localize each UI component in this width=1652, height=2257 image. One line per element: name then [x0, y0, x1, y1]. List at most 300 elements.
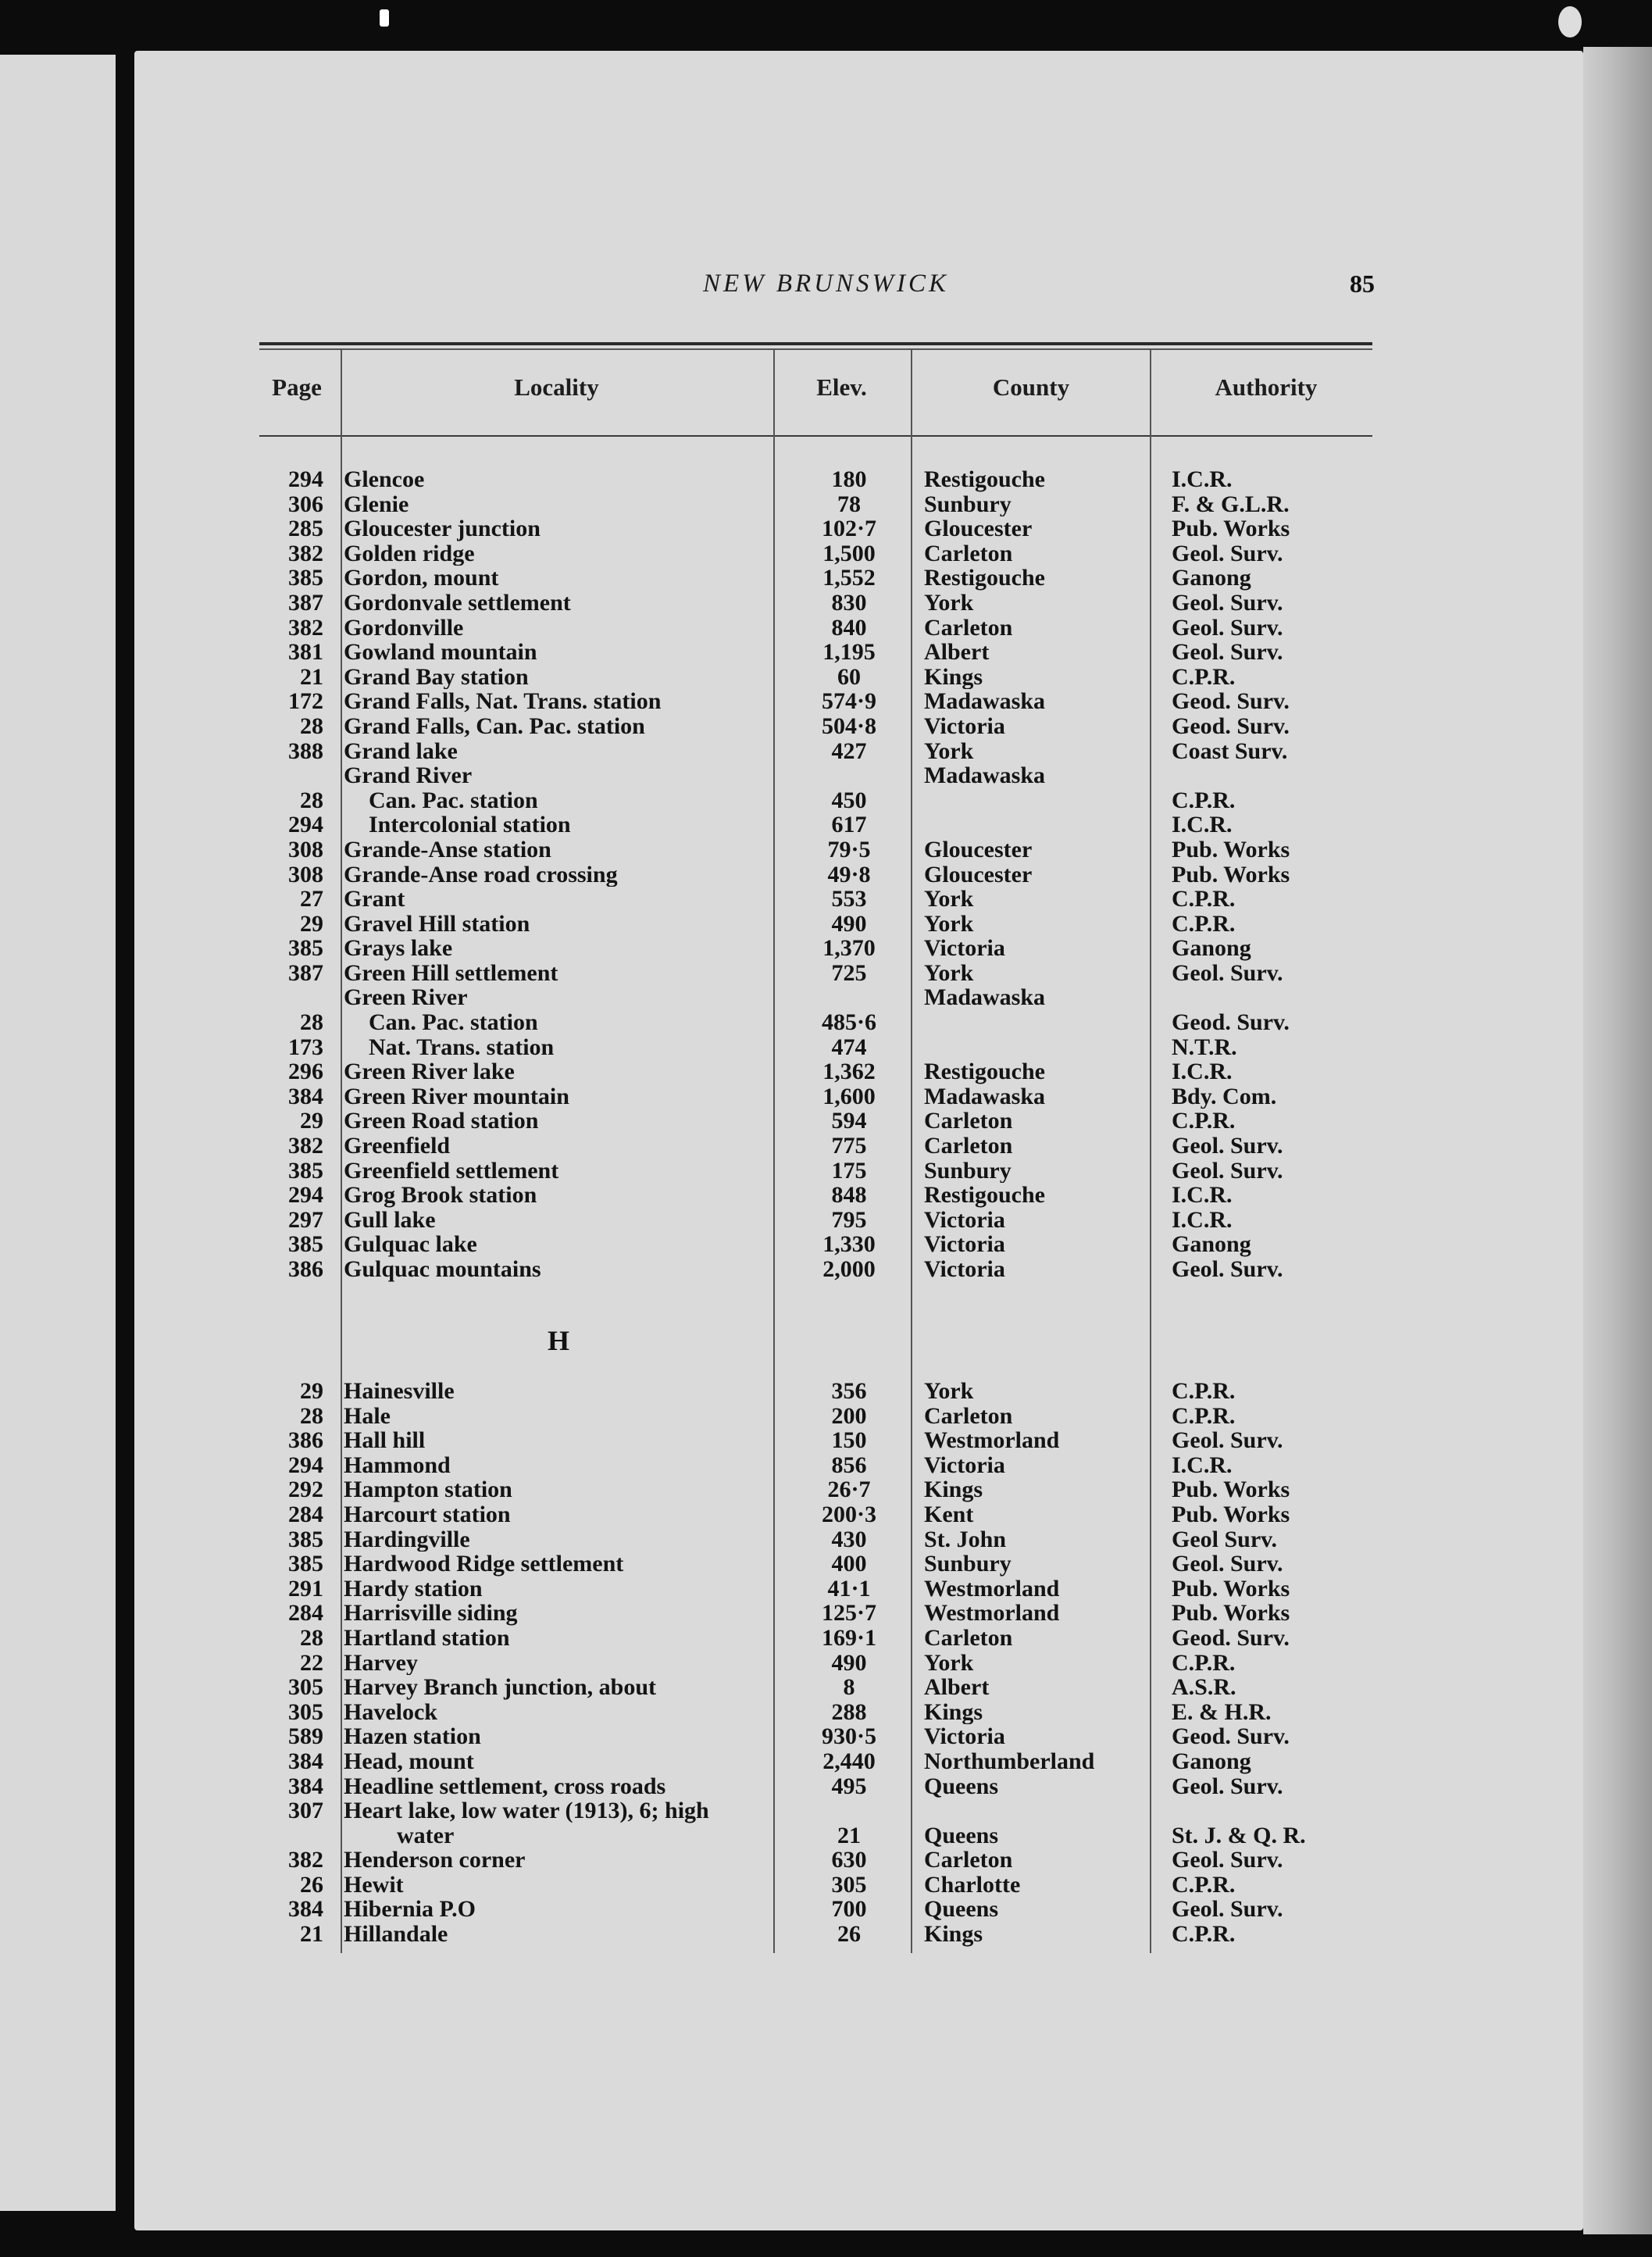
- row-authority: Geol. Surv.: [1172, 1158, 1283, 1184]
- row-locality: Grand lake: [344, 738, 458, 764]
- row-locality: Gordonvale settlement: [344, 590, 571, 616]
- row-page: 22: [300, 1650, 323, 1676]
- table-row: [0, 1552, 1652, 1577]
- row-county: Westmorland: [924, 1428, 1060, 1453]
- row-elevation: 1,600: [822, 1084, 876, 1109]
- row-authority: I.C.R.: [1172, 1452, 1233, 1478]
- row-authority: C.P.R.: [1172, 1872, 1236, 1898]
- row-elevation: 169·1: [821, 1625, 876, 1651]
- table-row: [0, 640, 1652, 665]
- table-row: [0, 541, 1652, 566]
- row-county: Carleton: [924, 1109, 1013, 1134]
- row-authority: C.P.R.: [1172, 1379, 1236, 1404]
- row-locality: Green River: [344, 985, 468, 1011]
- row-authority: Ganong: [1172, 936, 1251, 961]
- row-elevation: 125·7: [821, 1601, 876, 1626]
- table-row: [0, 492, 1652, 517]
- row-elevation: 795: [831, 1207, 867, 1233]
- row-locality: Hartland station: [344, 1625, 510, 1651]
- row-elevation: 2,000: [822, 1257, 876, 1282]
- row-county: Victoria: [924, 713, 1005, 739]
- table-row: [0, 665, 1652, 690]
- table-row: [0, 1749, 1652, 1774]
- row-elevation: 78: [837, 491, 861, 517]
- row-locality: Can. Pac. station: [369, 1010, 538, 1035]
- row-elevation: 427: [831, 738, 867, 764]
- table-row: [0, 1873, 1652, 1898]
- row-page: 294: [288, 1452, 323, 1478]
- row-county: Carleton: [924, 541, 1013, 566]
- table-row: [0, 1601, 1652, 1626]
- row-locality: Green Road station: [344, 1109, 539, 1134]
- row-locality: Hillandale: [344, 1922, 448, 1947]
- row-county: York: [924, 1650, 974, 1676]
- row-authority: A.S.R.: [1172, 1675, 1236, 1700]
- table-row: [0, 1379, 1652, 1404]
- row-page: 29: [300, 1379, 323, 1404]
- row-locality: Gulquac mountains: [344, 1257, 541, 1282]
- row-county: Queens: [924, 1897, 999, 1923]
- table-row: [0, 985, 1652, 1010]
- row-authority: F. & G.L.R.: [1172, 491, 1290, 517]
- row-page: 21: [300, 664, 323, 690]
- table-row: [0, 1010, 1652, 1035]
- row-county: York: [924, 590, 974, 616]
- row-authority: Pub. Works: [1172, 1502, 1290, 1527]
- row-elevation: 856: [831, 1452, 867, 1478]
- row-county: Gloucester: [924, 862, 1033, 887]
- row-county: Sunbury: [924, 1158, 1012, 1184]
- row-county: Kings: [924, 664, 983, 690]
- row-authority: C.P.R.: [1172, 1403, 1236, 1429]
- row-elevation: 1,195: [822, 640, 876, 665]
- row-elevation: 180: [831, 467, 867, 492]
- table-row: [0, 1922, 1652, 1947]
- table-row: [0, 1109, 1652, 1134]
- row-elevation: 21: [837, 1823, 861, 1848]
- row-locality: Henderson corner: [344, 1848, 526, 1873]
- row-elevation: 495: [831, 1773, 867, 1799]
- table-body-h: [0, 1379, 1652, 1947]
- row-page: 382: [288, 1134, 323, 1159]
- row-page: 294: [288, 1183, 323, 1208]
- row-authority: I.C.R.: [1172, 467, 1233, 492]
- table-row: [0, 1577, 1652, 1602]
- row-authority: Geol. Surv.: [1172, 615, 1283, 641]
- row-elevation: 574·9: [821, 689, 876, 714]
- row-authority: Geol. Surv.: [1172, 541, 1283, 566]
- row-elevation: 102·7: [821, 516, 876, 541]
- table-row: [0, 616, 1652, 641]
- table-row: [0, 1257, 1652, 1282]
- row-page: 294: [288, 467, 323, 492]
- row-county: Gloucester: [924, 837, 1033, 862]
- table-row: [0, 1059, 1652, 1084]
- row-page: 382: [288, 615, 323, 641]
- row-authority: I.C.R.: [1172, 1207, 1233, 1233]
- row-page: 385: [288, 1232, 323, 1257]
- column-header-county: County: [992, 373, 1070, 401]
- row-authority: Geol. Surv.: [1172, 1552, 1283, 1577]
- row-page: 305: [288, 1675, 323, 1700]
- scan-speck: [380, 9, 389, 27]
- page-number: 85: [1350, 270, 1375, 298]
- table-row: [0, 1823, 1652, 1848]
- row-locality: Grand River: [344, 763, 473, 788]
- row-locality: Harvey Branch junction, about: [344, 1675, 657, 1700]
- row-authority: E. & H.R.: [1172, 1699, 1272, 1725]
- row-page: 384: [288, 1748, 323, 1774]
- row-authority: I.C.R.: [1172, 1059, 1233, 1084]
- row-locality: Grays lake: [344, 936, 453, 961]
- row-page: 28: [300, 787, 323, 813]
- row-locality: Hale: [344, 1403, 391, 1429]
- table-row: [0, 1502, 1652, 1527]
- row-locality: Gordon, mount: [344, 566, 499, 591]
- row-elevation: 594: [831, 1109, 867, 1134]
- row-page: 384: [288, 1084, 323, 1109]
- row-page: 28: [300, 1625, 323, 1651]
- row-county: Gloucester: [924, 516, 1033, 541]
- table-row: [0, 887, 1652, 912]
- header-rule: [259, 435, 1372, 437]
- row-page: 284: [288, 1601, 323, 1626]
- row-page: 388: [288, 738, 323, 764]
- row-authority: Geol. Surv.: [1172, 590, 1283, 616]
- row-locality: Gowland mountain: [344, 640, 537, 665]
- row-elevation: 200: [831, 1403, 867, 1429]
- row-authority: Geod. Surv.: [1172, 713, 1290, 739]
- column-header-locality: Locality: [514, 373, 599, 401]
- column-header-authority: Authority: [1215, 373, 1318, 401]
- table-row: [0, 591, 1652, 616]
- row-county: York: [924, 911, 974, 937]
- row-elevation: 1,330: [822, 1232, 876, 1257]
- row-locality: Hardy station: [344, 1576, 483, 1602]
- table-row: [0, 1404, 1652, 1429]
- row-locality: Harcourt station: [344, 1502, 511, 1527]
- row-page: 297: [288, 1207, 323, 1233]
- row-page: 307: [288, 1798, 323, 1823]
- row-authority: Geol. Surv.: [1172, 640, 1283, 665]
- row-page: 28: [300, 1010, 323, 1035]
- row-county: Sunbury: [924, 1552, 1012, 1577]
- row-county: York: [924, 960, 974, 986]
- row-locality: Harrisville siding: [344, 1601, 518, 1626]
- table-row: [0, 1183, 1652, 1208]
- table-row: [0, 763, 1652, 788]
- row-locality: Grog Brook station: [344, 1183, 537, 1208]
- row-locality: Gulquac lake: [344, 1232, 477, 1257]
- row-page: 382: [288, 1848, 323, 1873]
- row-locality: Hewit: [344, 1872, 404, 1898]
- row-locality: Glencoe: [344, 467, 425, 492]
- row-locality: Hainesville: [344, 1379, 455, 1404]
- row-authority: Geod. Surv.: [1172, 1724, 1290, 1749]
- row-locality: Hampton station: [344, 1477, 512, 1502]
- row-elevation: 288: [831, 1699, 867, 1725]
- table-row: [0, 566, 1652, 591]
- row-page: 172: [288, 689, 323, 714]
- row-elevation: 8: [843, 1675, 855, 1700]
- row-locality: Green River mountain: [344, 1084, 569, 1109]
- table-row: [0, 1453, 1652, 1478]
- row-page: 385: [288, 566, 323, 591]
- column-header-page: Page: [272, 373, 322, 401]
- table-row: [0, 1798, 1652, 1823]
- table-row: [0, 1035, 1652, 1060]
- table-row: [0, 714, 1652, 739]
- table-top-rule-thin: [259, 348, 1372, 350]
- row-elevation: 175: [831, 1158, 867, 1184]
- row-locality: Green Hill settlement: [344, 960, 558, 986]
- row-county: Madawaska: [924, 763, 1046, 788]
- table-top-rule: [259, 342, 1372, 345]
- row-locality: Grande-Anse station: [344, 837, 551, 862]
- table-row: [0, 1724, 1652, 1749]
- row-authority: C.P.R.: [1172, 911, 1236, 937]
- row-page: 386: [288, 1257, 323, 1282]
- row-county: Charlotte: [924, 1872, 1021, 1898]
- row-locality: Nat. Trans. station: [369, 1034, 555, 1060]
- row-authority: Geol. Surv.: [1172, 960, 1283, 986]
- row-locality: Gull lake: [344, 1207, 436, 1233]
- section-letter-h: H: [547, 1325, 569, 1356]
- table-row: [0, 936, 1652, 961]
- scan-speck: [1558, 6, 1582, 37]
- row-locality: Intercolonial station: [369, 812, 571, 837]
- row-locality: Head, mount: [344, 1748, 474, 1774]
- row-elevation: 1,552: [822, 566, 876, 591]
- table-row: [0, 1159, 1652, 1184]
- row-county: Restigouche: [924, 1183, 1045, 1208]
- table-row: [0, 1897, 1652, 1922]
- table-row: [0, 1208, 1652, 1233]
- table-row: [0, 961, 1652, 986]
- row-county: Victoria: [924, 1257, 1005, 1282]
- row-county: Northumberland: [924, 1748, 1095, 1774]
- row-page: 21: [300, 1922, 323, 1947]
- row-elevation: 450: [831, 787, 867, 813]
- row-county: Queens: [924, 1823, 999, 1848]
- row-page: 292: [288, 1477, 323, 1502]
- row-elevation: 400: [831, 1552, 867, 1577]
- row-locality: Hibernia P.O: [344, 1897, 476, 1923]
- row-elevation: 830: [831, 590, 867, 616]
- row-elevation: 26: [837, 1922, 861, 1947]
- row-authority: Geod. Surv.: [1172, 689, 1290, 714]
- row-page: 381: [288, 640, 323, 665]
- row-elevation: 356: [831, 1379, 867, 1404]
- row-authority: Geol. Surv.: [1172, 1257, 1283, 1282]
- row-locality: Grande-Anse road crossing: [344, 862, 618, 887]
- row-county: Kings: [924, 1477, 983, 1502]
- row-authority: C.P.R.: [1172, 1922, 1236, 1947]
- row-page: 29: [300, 1109, 323, 1134]
- row-page: 386: [288, 1428, 323, 1453]
- row-elevation: 617: [831, 812, 867, 837]
- row-page: 385: [288, 1552, 323, 1577]
- row-page: 294: [288, 812, 323, 837]
- table-row: [0, 912, 1652, 937]
- row-county: Albert: [924, 640, 990, 665]
- table-body-g: [0, 467, 1652, 1282]
- table-row: [0, 1774, 1652, 1799]
- row-county: Carleton: [924, 1848, 1013, 1873]
- row-county: Victoria: [924, 1452, 1005, 1478]
- row-county: Carleton: [924, 1403, 1013, 1429]
- row-elevation: 490: [831, 911, 867, 937]
- row-elevation: 848: [831, 1183, 867, 1208]
- row-page: 384: [288, 1897, 323, 1923]
- row-elevation: 305: [831, 1872, 867, 1898]
- row-page: 285: [288, 516, 323, 541]
- row-elevation: 79·5: [827, 837, 871, 862]
- table-row: [0, 1651, 1652, 1676]
- row-authority: Pub. Works: [1172, 1477, 1290, 1502]
- table-row: [0, 1477, 1652, 1502]
- row-locality: Grand Falls, Can. Pac. station: [344, 713, 645, 739]
- row-page: 306: [288, 491, 323, 517]
- row-page: 305: [288, 1699, 323, 1725]
- row-authority: Geol Surv.: [1172, 1527, 1278, 1552]
- row-elevation: 60: [837, 664, 861, 690]
- row-page: 173: [288, 1034, 323, 1060]
- row-authority: N.T.R.: [1172, 1034, 1237, 1060]
- table-row: [0, 1700, 1652, 1725]
- row-page: 385: [288, 1158, 323, 1184]
- row-county: Restigouche: [924, 467, 1045, 492]
- row-page: 28: [300, 1403, 323, 1429]
- row-authority: Pub. Works: [1172, 837, 1290, 862]
- row-page: 384: [288, 1773, 323, 1799]
- row-county: Madawaska: [924, 985, 1046, 1011]
- row-authority: C.P.R.: [1172, 787, 1236, 813]
- row-locality: Hall hill: [344, 1428, 426, 1453]
- table-row: [0, 467, 1652, 492]
- table-row: [0, 837, 1652, 862]
- row-locality: Grant: [344, 887, 405, 912]
- row-authority: Ganong: [1172, 1232, 1251, 1257]
- row-authority: Geol. Surv.: [1172, 1848, 1283, 1873]
- row-page: 308: [288, 837, 323, 862]
- row-locality: Greenfield: [344, 1134, 451, 1159]
- row-authority: Geod. Surv.: [1172, 1010, 1290, 1035]
- table-row: [0, 1675, 1652, 1700]
- table-row: [0, 689, 1652, 714]
- row-authority: I.C.R.: [1172, 812, 1233, 837]
- row-page: 308: [288, 862, 323, 887]
- row-county: Kings: [924, 1699, 983, 1725]
- row-page: 589: [288, 1724, 323, 1749]
- table-row: [0, 1084, 1652, 1109]
- row-authority: Pub. Works: [1172, 862, 1290, 887]
- row-authority: St. J. & Q. R.: [1172, 1823, 1306, 1848]
- running-head: NEW BRUNSWICK: [702, 270, 950, 298]
- row-locality: Gordonville: [344, 615, 464, 641]
- row-elevation: 2,440: [822, 1748, 876, 1774]
- table-row: [0, 812, 1652, 837]
- row-authority: Bdy. Com.: [1172, 1084, 1277, 1109]
- row-elevation: 775: [831, 1134, 867, 1159]
- row-county: Westmorland: [924, 1576, 1060, 1602]
- row-county: Madawaska: [924, 689, 1046, 714]
- table-row: [0, 1428, 1652, 1453]
- row-county: Restigouche: [924, 566, 1045, 591]
- row-page: 26: [300, 1872, 323, 1898]
- table-row: [0, 1527, 1652, 1552]
- row-county: York: [924, 1379, 974, 1404]
- row-elevation: 930·5: [821, 1724, 876, 1749]
- row-locality: Golden ridge: [344, 541, 475, 566]
- row-county: Carleton: [924, 1625, 1013, 1651]
- row-elevation: 504·8: [821, 713, 876, 739]
- table-row: [0, 1848, 1652, 1873]
- row-authority: Pub. Works: [1172, 1576, 1290, 1602]
- row-elevation: 1,362: [822, 1059, 876, 1084]
- row-page: 28: [300, 713, 323, 739]
- row-authority: Geol. Surv.: [1172, 1428, 1283, 1453]
- row-page: 284: [288, 1502, 323, 1527]
- row-elevation: 490: [831, 1650, 867, 1676]
- row-authority: Geol. Surv.: [1172, 1897, 1283, 1923]
- row-elevation: 150: [831, 1428, 867, 1453]
- row-elevation: 725: [831, 960, 867, 986]
- row-elevation: 485·6: [821, 1010, 876, 1035]
- row-county: Carleton: [924, 615, 1013, 641]
- row-authority: Ganong: [1172, 1748, 1251, 1774]
- row-elevation: 41·1: [827, 1576, 871, 1602]
- table-row: [0, 516, 1652, 541]
- row-page: 291: [288, 1576, 323, 1602]
- row-authority: Pub. Works: [1172, 1601, 1290, 1626]
- row-locality: Hazen station: [344, 1724, 481, 1749]
- row-authority: I.C.R.: [1172, 1183, 1233, 1208]
- row-authority: C.P.R.: [1172, 1109, 1236, 1134]
- row-authority: C.P.R.: [1172, 1650, 1236, 1676]
- row-county: Sunbury: [924, 491, 1012, 517]
- column-header-elev: Elev.: [816, 373, 867, 401]
- row-locality: Headline settlement, cross roads: [344, 1773, 666, 1799]
- row-elevation: 840: [831, 615, 867, 641]
- row-authority: Pub. Works: [1172, 516, 1290, 541]
- row-elevation: 1,500: [822, 541, 876, 566]
- row-locality: water: [397, 1823, 455, 1848]
- row-locality: Grand Falls, Nat. Trans. station: [344, 689, 662, 714]
- row-authority: Ganong: [1172, 566, 1251, 591]
- row-authority: C.P.R.: [1172, 887, 1236, 912]
- table-row: [0, 1626, 1652, 1651]
- row-page: 387: [288, 590, 323, 616]
- row-county: Carleton: [924, 1134, 1013, 1159]
- row-elevation: 553: [831, 887, 867, 912]
- row-locality: Heart lake, low water (1913), 6; high: [344, 1798, 709, 1823]
- table-row: [0, 1232, 1652, 1257]
- row-elevation: 49·8: [827, 862, 871, 887]
- row-county: Victoria: [924, 936, 1005, 961]
- row-county: Victoria: [924, 1232, 1005, 1257]
- row-locality: Harvey: [344, 1650, 418, 1676]
- row-page: 382: [288, 541, 323, 566]
- row-locality: Glenie: [344, 491, 409, 517]
- row-county: Kings: [924, 1922, 983, 1947]
- table-row: [0, 739, 1652, 764]
- row-county: Kent: [924, 1502, 974, 1527]
- row-authority: C.P.R.: [1172, 664, 1236, 690]
- row-authority: Geod. Surv.: [1172, 1625, 1290, 1651]
- row-elevation: 200·3: [821, 1502, 876, 1527]
- row-county: Albert: [924, 1675, 990, 1700]
